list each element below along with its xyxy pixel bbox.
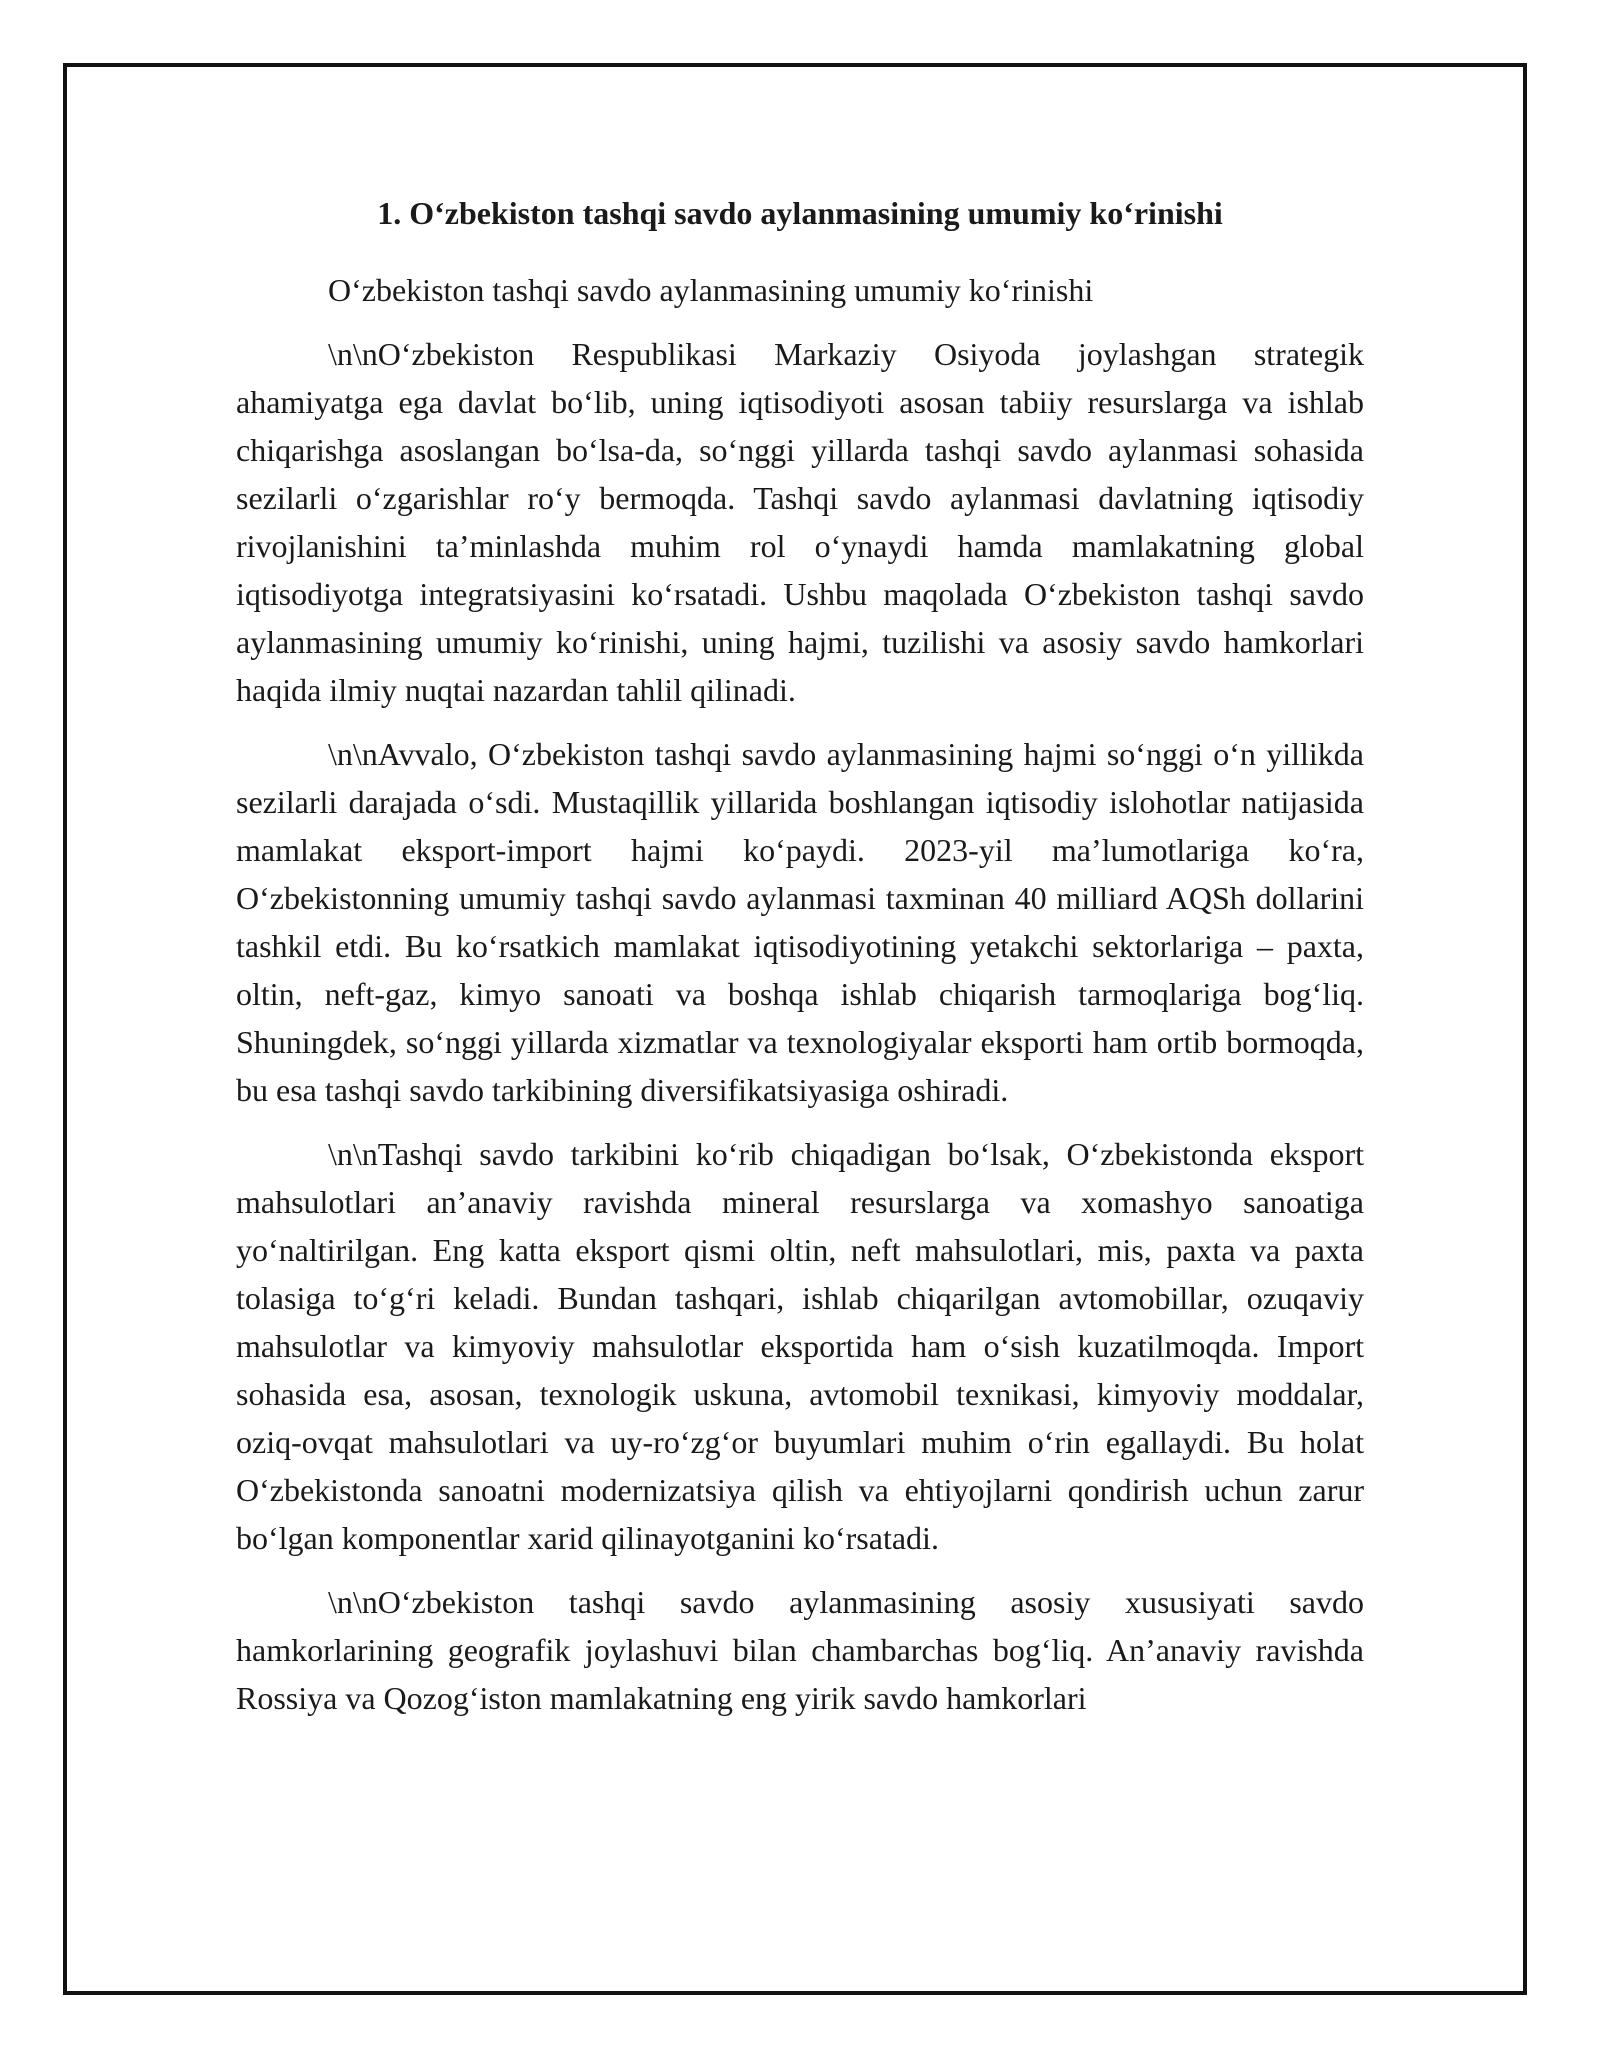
section-heading: 1. O‘zbekiston tashqi savdo aylanmasining umumiy ko‘rinishi [377, 195, 1223, 231]
paragraph-subtitle: O‘zbekiston tashqi savdo aylanmasining umumiy ko‘rinishi [328, 272, 1094, 308]
paragraph: \n\nTashqi savdo tarkibini ko‘rib chiqadigan bo‘lsak, O‘zbekistonda eksport mahsulotlari an’anaviy ravishda mineral resurslarga va xomashyo sanoatiga yo‘naltirilgan. Eng katta eksport qismi oltin, neft mahsulotlari, mis, paxta va paxta tolasiga to‘g‘ri keladi. Bundan tashqari, ishlab chiqarilgan avtomobillar, ozuqaviy mahsulotlar va kimyoviy mahsulotlar eksportida ham o‘sish kuzatilmoqda. Import sohasida esa, asosan, texnologik uskuna, avtomobil texnikasi, kimyoviy moddalar, oziq-ovqat mahsulotlari va uy-ro‘zg‘or buyumlari muhim o‘rin egallaydi. Bu holat O‘zbekistonda sanoatni modernizatsiya qilish va ehtiyojlarni qondirish uchun zarur bo‘lgan komponentlar xarid qilinayotganini ko‘rsatadi. [236, 1136, 1364, 1556]
paragraph: \n\nO‘zbekiston tashqi savdo aylanmasining asosiy xususiyati savdo hamkorlarining geografik joylashuvi bilan chambarchas bog‘liq. An’anaviy ravishda Rossiya va Qozog‘iston mamlakatning eng yirik savdo hamkorlari [236, 1584, 1364, 1716]
paragraph: \n\nO‘zbekiston Respublikasi Markaziy Osiyoda joylashgan strategik ahamiyatga ega davlat bo‘lib, uning iqtisodiyoti asosan tabiiy resurslarga va ishlab chiqarishga asoslangan bo‘lsa-da, so‘nggi yillarda tashqi savdo aylanmasi sohasida sezilarli o‘zgarishlar ro‘y bermoqda. Tashqi savdo aylanmasi davlatning iqtisodiy rivojlanishini ta’minlashda muhim rol o‘ynaydi hamda mamlakatning global iqtisodiyotga integratsiyasini ko‘rsatadi. Ushbu maqolada O‘zbekiston tashqi savdo aylanmasining umumiy ko‘rinishi, uning hajmi, tuzilishi va asosiy savdo hamkorlari haqida ilmiy nuqtai nazardan tahlil qilinadi. [236, 336, 1364, 708]
paragraph: \n\nAvvalo, O‘zbekiston tashqi savdo aylanmasining hajmi so‘nggi o‘n yillikda sezilarli darajada o‘sdi. Mustaqillik yillarida boshlangan iqtisodiy islohotlar natijasida mamlakat eksport-import hajmi ko‘paydi. 2023-yil ma’lumotlariga ko‘ra, O‘zbekistonning umumiy tashqi savdo aylanmasi taxminan 40 milliard AQSh dollarini tashkil etdi. Bu ko‘rsatkich mamlakat iqtisodiyotining yetakchi sektorlariga – paxta, oltin, neft-gaz, kimyo sanoati va boshqa ishlab chiqarish tarmoqlariga bog‘liq. Shuningdek, so‘nggi yillarda xizmatlar va texnologiyalar eksporti ham ortib bormoqda, bu esa tashqi savdo tarkibining diversifikatsiyasiga oshiradi. [236, 736, 1364, 1108]
document-body [236, 266, 1364, 1738]
